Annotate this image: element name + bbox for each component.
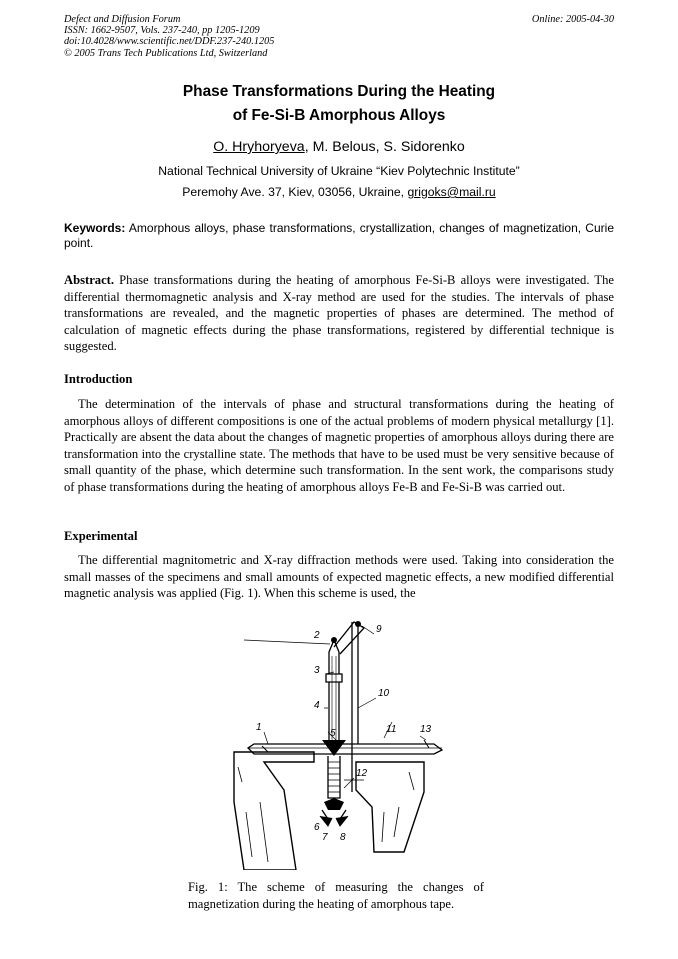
figure-label-6: 6 [314,822,320,833]
journal-name: Defect and Diffusion Forum [64,14,181,25]
figure-label-10: 10 [378,688,390,699]
figure-label-7: 7 [322,832,328,843]
figure-label-2: 2 [314,630,320,641]
address-text: Peremohy Ave. 37, Kiev, 03056, Ukraine, [182,185,408,199]
authors [0,139,678,155]
abstract-text: Phase transformations during the heating of amorphous Fe-Si-B alloys were investigated. The differential thermomagnetic analysis and X-ray method are used for the studies. The intervals of phase transformations are revealed, and the magnetic properties of phases are determined. The method of calculation of magnetic effects during the phase transformations, registered by differential technique is suggested. [64,273,614,354]
keywords [64,221,614,250]
experimental-heading: Experimental [64,529,138,543]
experimental-paragraph: The differential magnitometric and X-ray diffraction methods were used. Taking into consideration the small masses of the specimens and small amounts of expected magnetic effects, a new modified differential magnetic analysis was applied (Fig. 1). When this scheme is used, the [64,553,614,601]
figure-label-9: 9 [376,624,382,635]
affiliation: National Technical University of Ukraine “Kiev Polytechnic Institute” [158,164,520,178]
figure-caption: Fig. 1: The scheme of measuring the changes of magnetization during the heating of amorphous tape. [188,880,484,911]
title-line-2: of Fe-Si-B Amorphous Alloys [232,107,446,124]
figure-label-4: 4 [314,700,320,711]
figure-label-12: 12 [356,768,368,779]
author-rest: , M. Belous, S. Sidorenko [304,139,465,155]
figure-label-13: 13 [420,724,432,735]
measurement-scheme-figure [224,612,456,870]
title-line-1: Phase Transformations During the Heating [182,83,496,100]
introduction-heading: Introduction [64,372,133,386]
abstract-label: Abstract. [64,273,115,287]
introduction-body [64,396,614,496]
author-first: O. Hryhoryeva [213,139,305,155]
issn-line: ISSN: 1662-9507, Vols. 237-240, pp 1205-1209 [64,25,260,37]
figure-label-8: 8 [340,832,346,843]
paper-title [0,80,678,128]
journal-header [64,14,274,59]
online-date: Online: 2005-04-30 [531,14,614,25]
keywords-label: Keywords: [64,221,126,235]
experimental-body [64,552,614,602]
figure-label-3: 3 [314,665,320,676]
keywords-text: Amorphous alloys, phase transformations, crystallization, changes of magnetization, Curie point. [64,221,614,250]
introduction-paragraph: The determination of the intervals of phase and structural transformations during the heating of amorphous alloys of different compositions is one of the actual problems of modern physical metallurgy [1]. Practically are absent the data about the changes of magnetic properties of amorphous alloys during there are transformation into the crystalline state. The methods that have to be used must be very sensitive because of small quantity of the phase, which determine such transformation. In the sent work, the comparisons study of phase transformations during the heating of amorphous alloys Fe-B and Fe-Si-B was carried out. [64,397,614,494]
copyright-line: © 2005 Trans Tech Publications Ltd, Switzerland [64,47,268,59]
figure-label-1: 1 [256,722,262,733]
figure-label-11: 11 [386,724,397,735]
email-link[interactable]: grigoks@mail.ru [407,185,496,199]
figure-label-5: 5 [330,728,336,739]
doi-line: doi:10.4028/www.scientific.net/DDF.237-240.1205 [64,36,275,48]
abstract [64,272,614,355]
address [0,185,678,199]
